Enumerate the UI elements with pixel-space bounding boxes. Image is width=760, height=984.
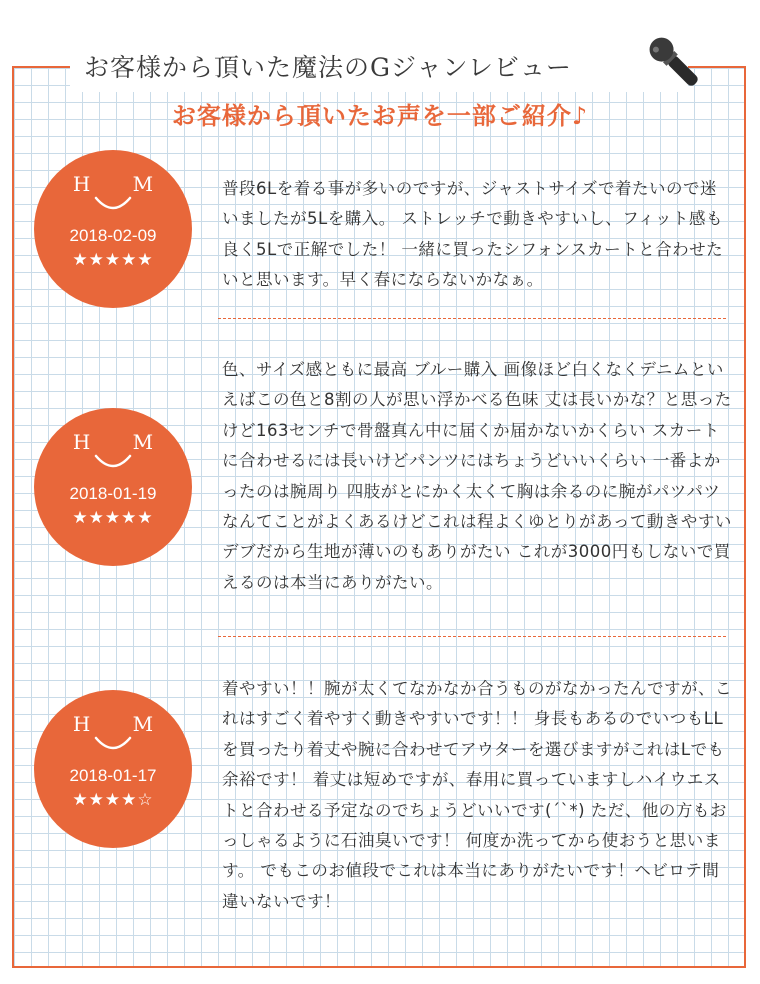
- reviewer-badge: [34, 408, 192, 566]
- review-text: 普段6Lを着る事が多いのですが、ジャストサイズで着たいので迷いましたが5Lを購入。 ストレッチで動きやすいし、フィット感も良く5Lで正解でした！ 一緒に買ったシフォンスカートと合わせたいと思います。早く春にならないかなぁ。: [222, 179, 724, 290]
- review-divider: [218, 318, 726, 319]
- page-title: お客様から頂いた魔法のGジャンレビュー: [84, 53, 572, 82]
- reviewer-initials: H M: [72, 712, 172, 736]
- review-date: 2018-02-09: [69, 226, 157, 245]
- frame-bottom-border: [12, 966, 746, 968]
- review-date: 2018-01-19: [69, 484, 157, 503]
- page-subtitle: お客様から頂いたお声を一部ご紹介♪: [171, 102, 589, 130]
- review-text: 着やすい！！腕が太くてなかなか合うものがなかったんですが、これはすごく着やすく動きやすいです！！ 身長もあるのでいつもLLを買ったり着丈や腕に合わせてアウターを選びますがこれはLでも余裕です！ 着丈は短めですが、春用に買っていますしハイウエストと合わせる予定なのでちょうどいいです(´`*) ただ、他の方もおっしゃるように石油臭いです！ 何度か洗ってから使おうと思います。 でもこのお値段でこれは本当にありがたいです！ヘビロテ間違いないです！: [222, 679, 732, 911]
- review-text: 色、サイズ感ともに最高 ブルー購入 画像ほど白くなくデニムといえばこの色と8割の人が思い浮かべる色味 丈は長いかな？と思ったけど163センチで骨盤真ん中に届くか届かないかくらい スカートに合わせるには長いけどパンツにはちょうどいいくらい 一番よかったのは腕周り 四肢がとにかく太くて胸は余るのに腕がパツパツなんてことがよくあるけどこれは程よくゆとりがあって動きやすい デブだから生地が薄いのもありがたい これが3000円もしないで買えるのは本当にありがたい。: [222, 360, 732, 592]
- star-rating: ★★★★★: [72, 508, 154, 528]
- star-rating: ★★★★★: [72, 250, 154, 270]
- reviewer-initials: H M: [72, 172, 172, 196]
- microphone-icon: [640, 28, 710, 98]
- review-date: 2018-01-17: [69, 766, 157, 785]
- star-rating: ★★★★☆: [72, 790, 154, 810]
- smile-icon: [93, 452, 133, 474]
- smile-icon: [93, 734, 133, 756]
- reviewer-initials: H M: [72, 430, 172, 454]
- reviewer-badge: [34, 150, 192, 308]
- review-divider: [218, 636, 726, 637]
- smile-icon: [93, 194, 133, 216]
- reviewer-badge: [34, 690, 192, 848]
